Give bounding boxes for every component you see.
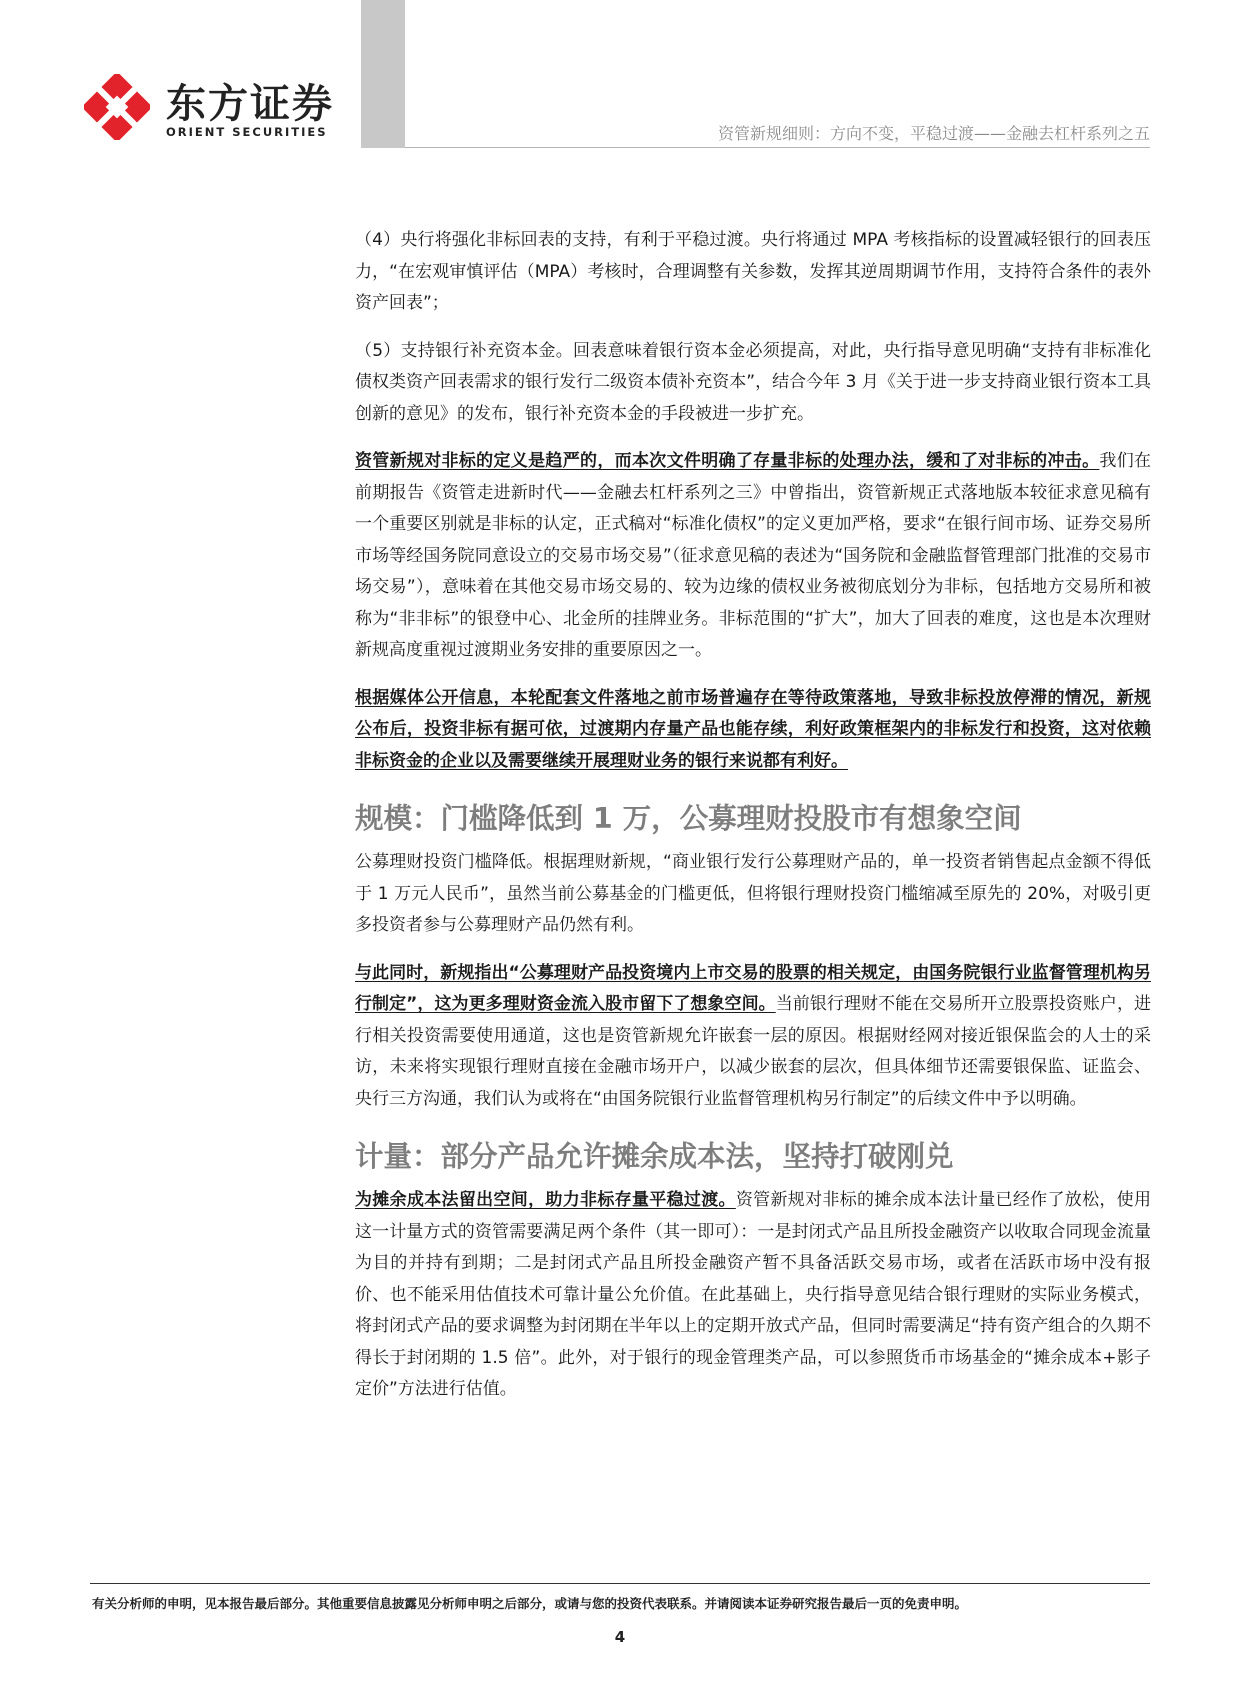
paragraph-amortized-cost [355, 1185, 1151, 1406]
paragraph-capital-replenish: （5）支持银行补充资本金。回表意味着银行资本金必须提高，对此，央行指导意见明确“支持有非标准化债权类资产回表需求的银行发行二级资本债补充资本”，结合今年 3 月《关于进一步支持商业银行资本工具创新的意见》的发布，银行补充资本金的手段被进一步扩充。 [355, 340, 1151, 424]
orient-securities-logo-icon [84, 74, 150, 140]
key-point-text: 与此同时，新规指出“公募理财产品投资境内上市交易的股票的相关规定，由国务院银行业监督管理机构另行制定”，这为更多理财资金流入股市留下了想象空间。 [355, 962, 1151, 1014]
paragraph-pboc-support: （4）央行将强化非标回表的支持，有利于平稳过渡。央行将通过 MPA 考核指标的设置减轻银行的回表压力，“在宏观审慎评估（MPA）考核时，合理调整有关参数，发挥其逆周期调节作用，支持符合条件的表外资产回表”； [355, 230, 1151, 313]
footer-disclaimer: 有关分析师的申明，见本报告最后部分。其他重要信息披露见分析师申明之后部分，或请与您的投资代表联系。并请阅读本证券研究报告最后一页的免责申明。 [92, 1596, 968, 1611]
page-number: 4 [614, 1628, 626, 1646]
paragraph-stock-investment [355, 958, 1151, 1116]
paragraph-threshold: 公募理财投资门槛降低。根据理财新规，“商业银行发行公募理财产品的，单一投资者销售起点金额不得低于 1 万元人民币”，虽然当前公募基金的门槛更低，但将银行理财投资门槛缩减至原先的 20%，对吸引更多投资者参与公募理财产品仍然有利。 [355, 852, 1151, 935]
key-point-text: 资管新规对非标的定义是趋严的，而本次文件明确了存量非标的处理办法，缓和了对非标的冲击。 [355, 451, 1100, 471]
paragraph-text: 当前银行理财不能在交易所开立股票投资账户，进行相关投资需要使用通道，这也是资管新规允许嵌套一层的原因。根据财经网对接近银保监会的人士的采访，未来将实现银行理财直接在金融市场开户，以减少嵌套的层次，但具体细节还需要银保监、证监会、央行三方沟通，我们认为或将在“由国务院银行业监督管理机构另行制定”的后续文件中予以明确。 [355, 994, 1152, 1109]
company-name-en: ORIENT SECURITIES [166, 125, 328, 139]
header-divider [405, 147, 1150, 148]
section-title-measurement: 计量：部分产品允许摊余成本法，坚持打破刚兑 [355, 1140, 954, 1173]
header-gray-bar [361, 0, 405, 148]
paragraph-text: 资管新规对非标的摊余成本法计量已经作了放松，使用这一计量方式的资管需要满足两个条件（其一即可）：一是封闭式产品且所投金融资产以收取合同现金流量为目的并持有到期；二是封闭式产品且所投金融资产暂不具备活跃交易市场，或者在活跃市场中没有报价、也不能采用估值技术可靠计量公允价值。在此基础上，央行指导意见结合银行理财的实际业务模式，将封闭式产品的要求调整为封闭期在半年以上的定期开放式产品，但同时需要满足“持有资产组合的久期不得长于封闭期的 1.5 倍”。此外，对于银行的现金管理类产品，可以参照货币市场基金的“摊余成本+影子定价”方法进行估值。 [355, 1190, 1151, 1399]
report-title: 资管新规细则：方向不变，平稳过渡——金融去杠杆系列之五 [717, 124, 1150, 143]
paragraph-nonstandard-definition [355, 446, 1151, 667]
key-point-text: 为摊余成本法留出空间，助力非标存量平稳过渡。 [355, 1190, 736, 1210]
paragraph-text: 我们在前期报告《资管走进新时代——金融去杠杆系列之三》中曾指出，资管新规正式落地版本较征求意见稿有一个重要区别就是非标的认定，正式稿对“标准化债权”的定义更加严格，要求“在银行间市场、证券交易所市场等经国务院同意设立的交易市场交易”（征求意见稿的表述为“国务院和金融监督管理部门批准的交易市场交易”），意味着在其他交易市场交易的、较为边缘的债权业务被彻底划分为非标，包括地方交易所和被称为“非非标”的银登中心、北金所的挂牌业务。非标范围的“扩大”，加大了回表的难度，这也是本次理财新规高度重视过渡期业务安排的重要原因之一。 [355, 451, 1152, 660]
footer-divider [90, 1583, 1150, 1584]
company-logo [84, 70, 334, 145]
company-name-cn: 东方证券 [166, 81, 334, 127]
key-point-text: 根据媒体公开信息，本轮配套文件落地之前市场普遍存在等待政策落地，导致非标投放停滞的情况，新规公布后，投资非标有据可依，过渡期内存量产品也能存续，利好政策框架内的非标发行和投资，这对依赖非标资金的企业以及需要继续开展理财业务的银行来说都有利好。 [355, 687, 1151, 771]
report-body [355, 225, 1151, 1422]
section-title-scale: 规模：门槛降低到 1 万，公募理财投股市有想象空间 [355, 802, 1022, 835]
paragraph-media-info [355, 683, 1151, 778]
